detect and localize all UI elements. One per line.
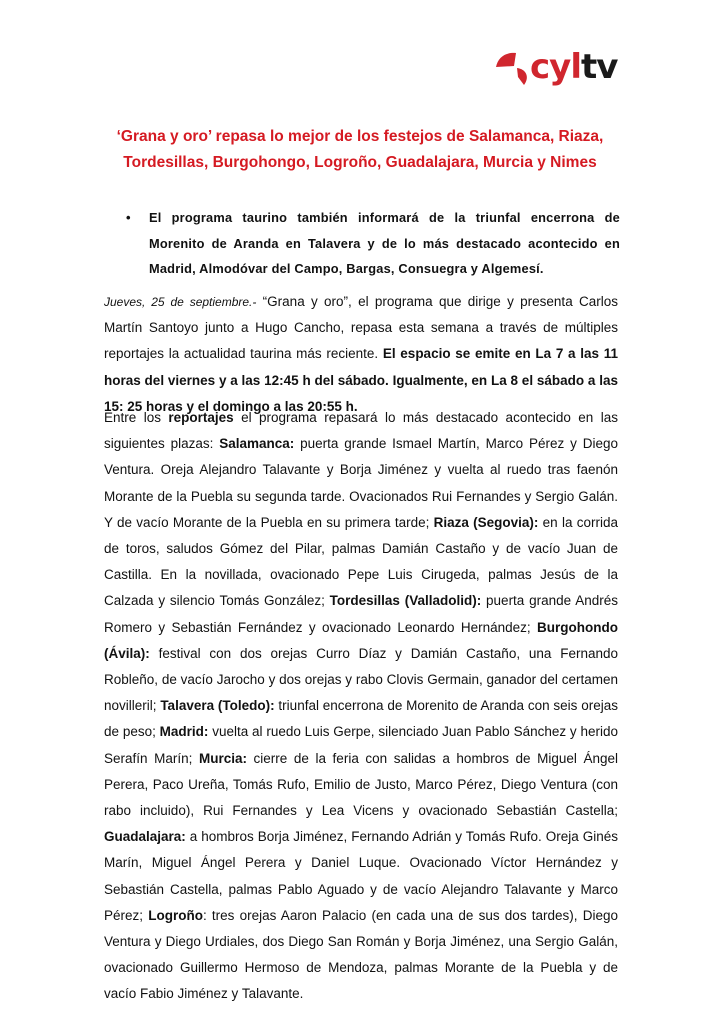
place-name: Riaza (Segovia):	[433, 514, 539, 530]
summary-bullet	[120, 205, 620, 282]
cyltv-logo-text	[530, 47, 617, 87]
report-text: puerta grande Ismael Martín, Marco Pérez y Diego Ventura. Oreja Alejandro Talavante y Borja Jiménez y vuelta al ruedo tras faenón Morante de la Puebla su segunda tarde. Ovacionados Rui Fernandes y Sergio Galán. Y de vacío Morante de la Puebla en su primera tarde;	[104, 436, 618, 530]
intro-text: “Grana y oro”, el programa que dirige y presenta Carlos Martín Santoyo junto a Hugo Cancho, repasa esta semana a través de múltiples reportajes la actualidad taurina más reciente.	[104, 294, 619, 362]
report-text: vuelta al ruedo Luis Gerpe, silenciado Juan Pablo Sánchez y herido Serafín Marín;	[104, 724, 618, 766]
intro-paragraph	[104, 289, 618, 420]
report-text: puerta grande Andrés Romero y Sebastián Fernández y ovacionado Leonardo Hernández;	[104, 593, 618, 635]
bullet-text: El programa taurino también informará de la triunfal encerrona de Morenito de Aranda en Talavera y de lo más destacado acontecido en Madrid, Almodóvar del Campo, Bargas, Consuegra y Algemesí.	[149, 210, 620, 276]
place-name: Madrid:	[159, 724, 209, 740]
place-name: Tordesillas (Valladolid):	[329, 593, 482, 609]
report-text: festival con dos orejas Curro Díaz y Damián Castaño, una Fernando Robleño, de vacío Jarocho y dos orejas y rabo Clovis Germain, ganador del certamen novilleril;	[104, 645, 618, 714]
report-text: en la corrida de toros, saludos Gómez del Pilar, palmas Damián Castaño y de vacío Juan de Castilla. En la novillada, ovacionado Pepe Luis Cirugeda, palmas Jesús de la Calzada y silencio Tomás González;	[104, 514, 618, 609]
place-name: Logroño	[148, 907, 203, 923]
place-name: Burgohondo (Ávila):	[104, 619, 618, 661]
place-name: reportajes	[168, 410, 234, 425]
press-release-title	[100, 124, 620, 176]
report-text: triunfal encerrona de Morenito de Aranda con seis orejas de peso;	[104, 698, 618, 740]
dateline: Jueves, 25 de septiembre.-	[104, 295, 257, 309]
report-text: cierre de la feria con salidas a hombros de Miguel Ángel Perera, Paco Ureña, Tomás Rufo, Emilio de Justo, Marco Pérez, Diego Ventura (con rabo incluido), Rui Fernandes y Lea Vicens y ovacionado Sebastián Castella;	[104, 750, 618, 819]
logo-text-cyl: cyl	[530, 47, 581, 87]
bullet-marker: •	[126, 210, 131, 225]
report-text: Entre los	[104, 410, 169, 425]
reports-paragraph	[104, 405, 618, 1008]
broadcast-schedule: El espacio se emite en La 7 a las 11 horas del viernes y a las 12:45 h del sábado. Igualmente, en La 8 el sábado a las 15: 25 horas y el domingo a las 20:55 h.	[104, 346, 618, 414]
cyltv-logo	[492, 44, 622, 90]
title-line-1: ‘Grana y oro’ repasa lo mejor de los festejos de Salamanca, Riaza,	[116, 128, 604, 145]
report-text: el programa repasará lo más destacado acontecido en las siguientes plazas:	[104, 410, 618, 452]
place-name: Salamanca:	[219, 436, 295, 452]
place-name: Guadalajara:	[104, 829, 186, 845]
title-line-2: Tordesillas, Burgohongo, Logroño, Guadalajara, Murcia y Nimes	[123, 154, 597, 171]
report-text: : tres orejas Aaron Palacio (en cada una de sus dos tardes), Diego Ventura y Diego Urdiales, dos Diego San Román y Borja Jiménez, una Sergio Galán, ovacionado Guillermo Hermoso de Mendoza, palmas Morante de la Puebla y de vacío Fabio Jiménez y Talavante.	[104, 907, 618, 1002]
place-name: Talavera (Toledo):	[160, 698, 275, 714]
place-name: Murcia:	[198, 750, 247, 766]
report-text: a hombros Borja Jiménez, Fernando Adrián y Tomás Rufo. Oreja Ginés Marín, Miguel Ángel Perera y Daniel Luque. Ovacionado Víctor Hernández y Sebastián Castella, palmas Pablo Aguado y de vacío Alejandro Talavante y Marco Pérez;	[104, 829, 618, 923]
logo-text-tv: tv	[580, 47, 618, 87]
